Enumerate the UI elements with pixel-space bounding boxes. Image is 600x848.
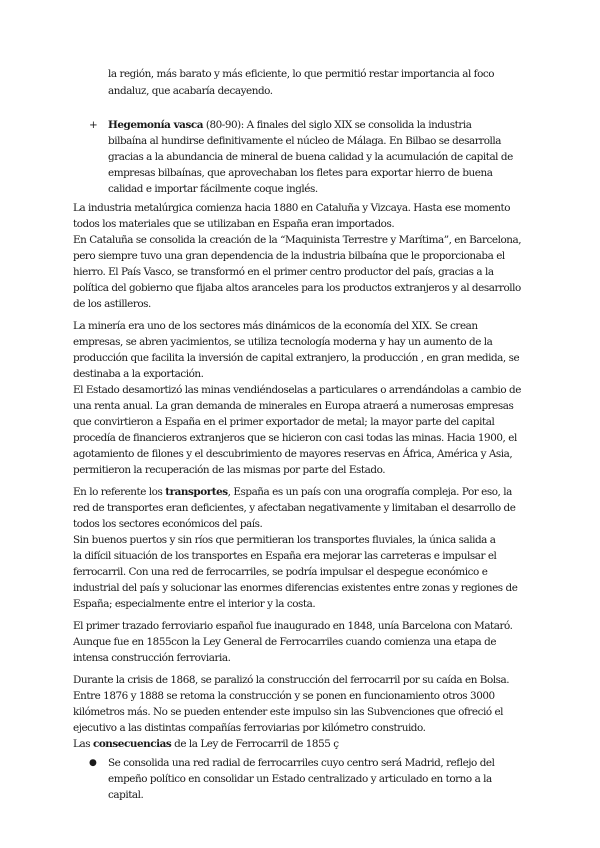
text-line: Durante la crisis de 1868, se paralizó la construcción del ferrocarril por su caída en Bolsa. [73, 674, 510, 686]
bullet-dot-icon: ● [89, 758, 97, 768]
text-line: política del gobierno que fijaba altos aranceles para los productos extranjeros y al desarrollo [73, 282, 521, 294]
text-line: ferrocarril. Con una red de ferrocarriles, se podría impulsar el despegue económico e [73, 566, 488, 578]
text-line: intensa construcción ferroviaria. [73, 652, 231, 664]
text-line: destinaba a la exportación. [73, 368, 204, 380]
text-line: agotamiento de filones y el descubrimiento de mayores reservas en África, América y Asia, [73, 448, 513, 460]
text-line: El primer trazado ferroviario español fue inaugurado en 1848, unía Barcelona con Mataró. [73, 620, 513, 632]
plus-bullet-icon: + [89, 119, 98, 131]
text-line: En Cataluña se consolida la creación de la “Maquinista Terrestre y Marítima”, en Barcelona, [73, 234, 522, 246]
text-line: Las consecuencias de la Ley de Ferrocarril de 1855 ç [73, 738, 339, 750]
text-line: La industria metalúrgica comienza hacia 1880 en Cataluña y Vizcaya. Hasta ese momento [73, 202, 511, 214]
text-line: todos los materiales que se utilizaban en España eran importados. [73, 218, 395, 230]
text-line: gracias a la abundancia de mineral de buena calidad y la acumulación de capital de [108, 151, 513, 163]
text-line: procedía de financieros extranjeros que se hicieron con casi todas las minas. Hacia 1900, el [73, 432, 517, 444]
text-line: kilómetros más. No se pueden entender este impulso sin las Subvenciones que ofreció el [73, 706, 504, 718]
text-line: producción que facilita la inversión de capital extranjero, la producción , en gran medida, se [73, 352, 520, 364]
text-line: empeño político en consolidar un Estado centralizado y articulado en torno a la [108, 773, 492, 785]
text-line: Se consolida una red radial de ferrocarriles cuyo centro será Madrid, reflejo del [108, 757, 495, 769]
text-line: de los astilleros. [73, 298, 151, 310]
text-line: pero siempre tuvo una gran dependencia de la industria bilbaína que le proporcionaba el [73, 250, 505, 262]
text-line: Sin buenos puertos y sin ríos que permitieran los transportes fluviales, la única salida a [73, 534, 496, 546]
consecuencias-keyword: consecuencias [92, 738, 172, 750]
text-line: En lo referente los transportes, España es un país con una orografía compleja. Por eso, la [73, 486, 512, 498]
text-line: permitieron la recuperación de las mismas por parte del Estado. [73, 464, 386, 476]
text-line: empresas, se abren yacimientos, se utiliza tecnología moderna y hay un aumento de la [73, 336, 493, 348]
text-line: todos los sectores económicos del país. [73, 518, 263, 530]
text-line: la región, más barato y más eficiente, lo que permitió restar importancia al foco [108, 68, 495, 80]
text-line: capital. [108, 789, 144, 801]
text-line: El Estado desamortizó las minas vendiéndoselas a particulares o arrendándolas a cambio de [73, 384, 521, 396]
text-line: hierro. El País Vasco, se transformó en el primer centro productor del país, gracias a la [73, 266, 494, 278]
text-line: red de transportes eran deficientes, y afectaban negativamente y limitaban el desarrollo de [73, 502, 516, 514]
text-line: industrial del país y solucionar las enormes diferencias existentes entre zonas y regiones de [73, 582, 518, 594]
text-line: La minería era uno de los sectores más dinámicos de la economía del XIX. Se crean [73, 320, 478, 332]
text-line: ejecutivo a las distintas compañías ferroviarias por kilómetro construido. [73, 722, 426, 734]
text-line: Entre 1876 y 1888 se retoma la construcción y se ponen en funcionamiento otros 3000 [73, 690, 495, 702]
text-line: que convirtieron a España en el primer exportador de metal; la mayor parte del capital [73, 416, 495, 428]
text-line: Hegemonía vasca (80-90): A finales del siglo XIX se consolida la industria [108, 119, 472, 131]
text-line: calidad e importar fácilmente coque inglés. [108, 183, 318, 195]
text-line: España; especialmente entre el interior y la costa. [73, 598, 316, 610]
text-line: Aunque fue en 1855con la Ley General de Ferrocarriles cuando comienza una etapa de [73, 636, 497, 648]
text-line: una renta anual. La gran demanda de minerales en Europa atraerá a numerosas empresas [73, 400, 514, 412]
text-line: andaluz, que acabaría decayendo. [108, 85, 273, 97]
hegemonia-title: Hegemonía vasca [108, 119, 204, 131]
transportes-keyword: transportes [165, 486, 228, 498]
text-line: empresas bilbaínas, que aprovechaban los fletes para exportar hierro de buena [108, 167, 493, 179]
text-line: la difícil situación de los transportes en España era mejorar las carreteras e impulsar el [73, 550, 497, 562]
text-line: bilbaína al hundirse definitivamente el núcleo de Málaga. En Bilbao se desarrolla [108, 135, 502, 147]
